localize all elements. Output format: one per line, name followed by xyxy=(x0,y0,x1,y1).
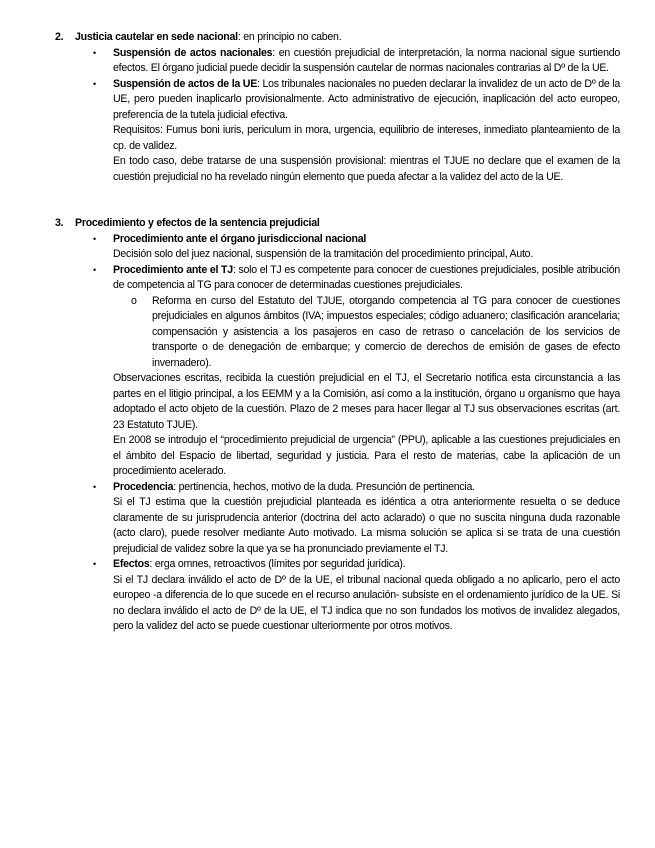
item-paragraph: Requisitos: Fumus boni iuris, periculum in mora, urgencia, equilibrio de intereses, inmediato planteamiento de la cp. de validez. xyxy=(113,124,620,152)
list-item xyxy=(93,480,620,558)
item-label: Suspensión de actos nacionales xyxy=(113,46,273,59)
section-title-rest: : en principio no caben. xyxy=(237,31,342,43)
sub-item-text: Reforma en curso del Estatuto del TJUE, otorgando competencia al TG para conocer de cuestiones prejudiciales en algunos ámbitos (IVA; impuestos especiales; código aduanero; clasificación arancelaria; compensación y asistencia a los pasajeros en caso de retraso o cancelación de los servicios de transporte o de denegación de embarque; y comercio de derechos de emisión de gases de efecto invernadero). xyxy=(152,294,620,369)
section-3 xyxy=(55,216,620,635)
bullet-icon: • xyxy=(93,233,96,244)
bullet-icon: • xyxy=(93,78,96,89)
section-heading xyxy=(75,30,620,46)
bullet-icon: • xyxy=(93,481,96,492)
circle-bullet-icon: o xyxy=(131,294,137,307)
item-label: Procedencia xyxy=(113,480,174,493)
list-item-continuation xyxy=(113,371,620,480)
item-paragraph: Si el TJ declara inválido el acto de Dº de la UE, el tribunal nacional queda obligado a no aplicarlo, pero el acto europeo -a diferencia de lo que sucede en el recurso anulación- subsiste en el ordenamiento jurídico de la UE. Si no declara inválido el acto de Dº de la UE, el TJ indica que no son fundados los motivos de invalidez alegados, pero la validez del acto se puede cuestionar ulteriormente por otros motivos. xyxy=(113,573,620,632)
item-label: Efectos xyxy=(113,558,150,570)
section-title: Procedimiento y efectos de la sentencia prejudicial xyxy=(75,217,320,229)
item-text: : solo el TJ es competente para conocer de cuestiones prejudiciales, posible atribución de competencia al TG para conocer de determinadas cuestiones prejudiciales. xyxy=(113,263,620,291)
item-label: Procedimiento ante el TJ xyxy=(113,263,233,276)
item-text: : erga omnes, retroactivos (límites por seguridad jurídica). xyxy=(149,558,406,570)
item-paragraph: En 2008 se introdujo el “procedimiento prejudicial de urgencia” (PPU), aplicable a las cuestiones prejudiciales en el ámbito del Espacio de libertad, seguridad y justicia. Para el resto de materias, cabe la aplicación de un procedimiento acelerado. xyxy=(113,434,620,477)
bullet-icon: • xyxy=(93,47,96,58)
bullet-icon: • xyxy=(93,264,96,275)
list-item xyxy=(93,557,620,635)
item-paragraph: Si el TJ estima que la cuestión prejudicial planteada es idéntica a otra anteriormente resuelta o se deduce claramente de su jurisprudencia anterior (doctrina del acto aclarado) o que no suscita ninguna duda razonable (acto claro), puede resolver mediante Auto motivado. La misma solución se aplica si se trata de una cuestión prejudicial de validez sobre la que ya se ha pronunciado previamente el TJ. xyxy=(113,496,620,555)
item-label: Procedimiento ante el órgano jurisdiccional nacional xyxy=(113,232,367,245)
section-2 xyxy=(55,30,620,185)
section-number: 3. xyxy=(55,217,64,229)
section-title: Justicia cautelar en sede nacional xyxy=(75,31,238,43)
item-paragraph: En todo caso, debe tratarse de una suspensión provisional: mientras el TJUE no declare que el examen de la cuestión prejudicial no ha revelado ningún elemento que pueda afectar a la validez del acto de la UE. xyxy=(113,155,620,183)
sub-list-item xyxy=(131,294,620,372)
item-paragraph: Decisión solo del juez nacional, suspensión de la tramitación del procedimiento principal, Auto. xyxy=(113,248,534,260)
bullet-icon: • xyxy=(93,559,96,569)
list-item xyxy=(93,263,620,294)
item-label: Suspensión de actos de la UE xyxy=(113,77,258,90)
section-heading xyxy=(75,216,620,232)
item-text: : Los tribunales nacionales no pueden declarar la invalidez de un acto de Dº de la UE, pero pueden inaplicarlo provisionalmente. Acto administrativo de ejecución, inaplicación del acto europeo, preferencia de la tutela judicial efectiva. xyxy=(113,77,620,121)
list-item xyxy=(93,77,620,186)
section-number: 2. xyxy=(55,31,64,43)
item-text: : en cuestión prejudicial de interpretación, la norma nacional sigue surtiendo efectos. El órgano judicial puede decidir la suspensión cautelar de normas nacionales contrarias al Dº de la UE. xyxy=(113,46,621,74)
item-text: : pertinencia, hechos, motivo de la duda. Presunción de pertinencia. xyxy=(173,480,475,493)
list-item xyxy=(93,232,620,263)
list-item xyxy=(93,46,621,77)
item-paragraph: Observaciones escritas, recibida la cuestión prejudicial en el TJ, el Secretario notifica esta circunstancia a las partes en el litigio principal, a los EEMM y a la Comisión, así como a la institución, órgano u organismo que haya adoptado el acto objeto de la cuestión. Plazo de 2 meses para hacer llegar al TJ sus observaciones escritas (art. 23 Estatuto TJUE). xyxy=(113,372,620,431)
